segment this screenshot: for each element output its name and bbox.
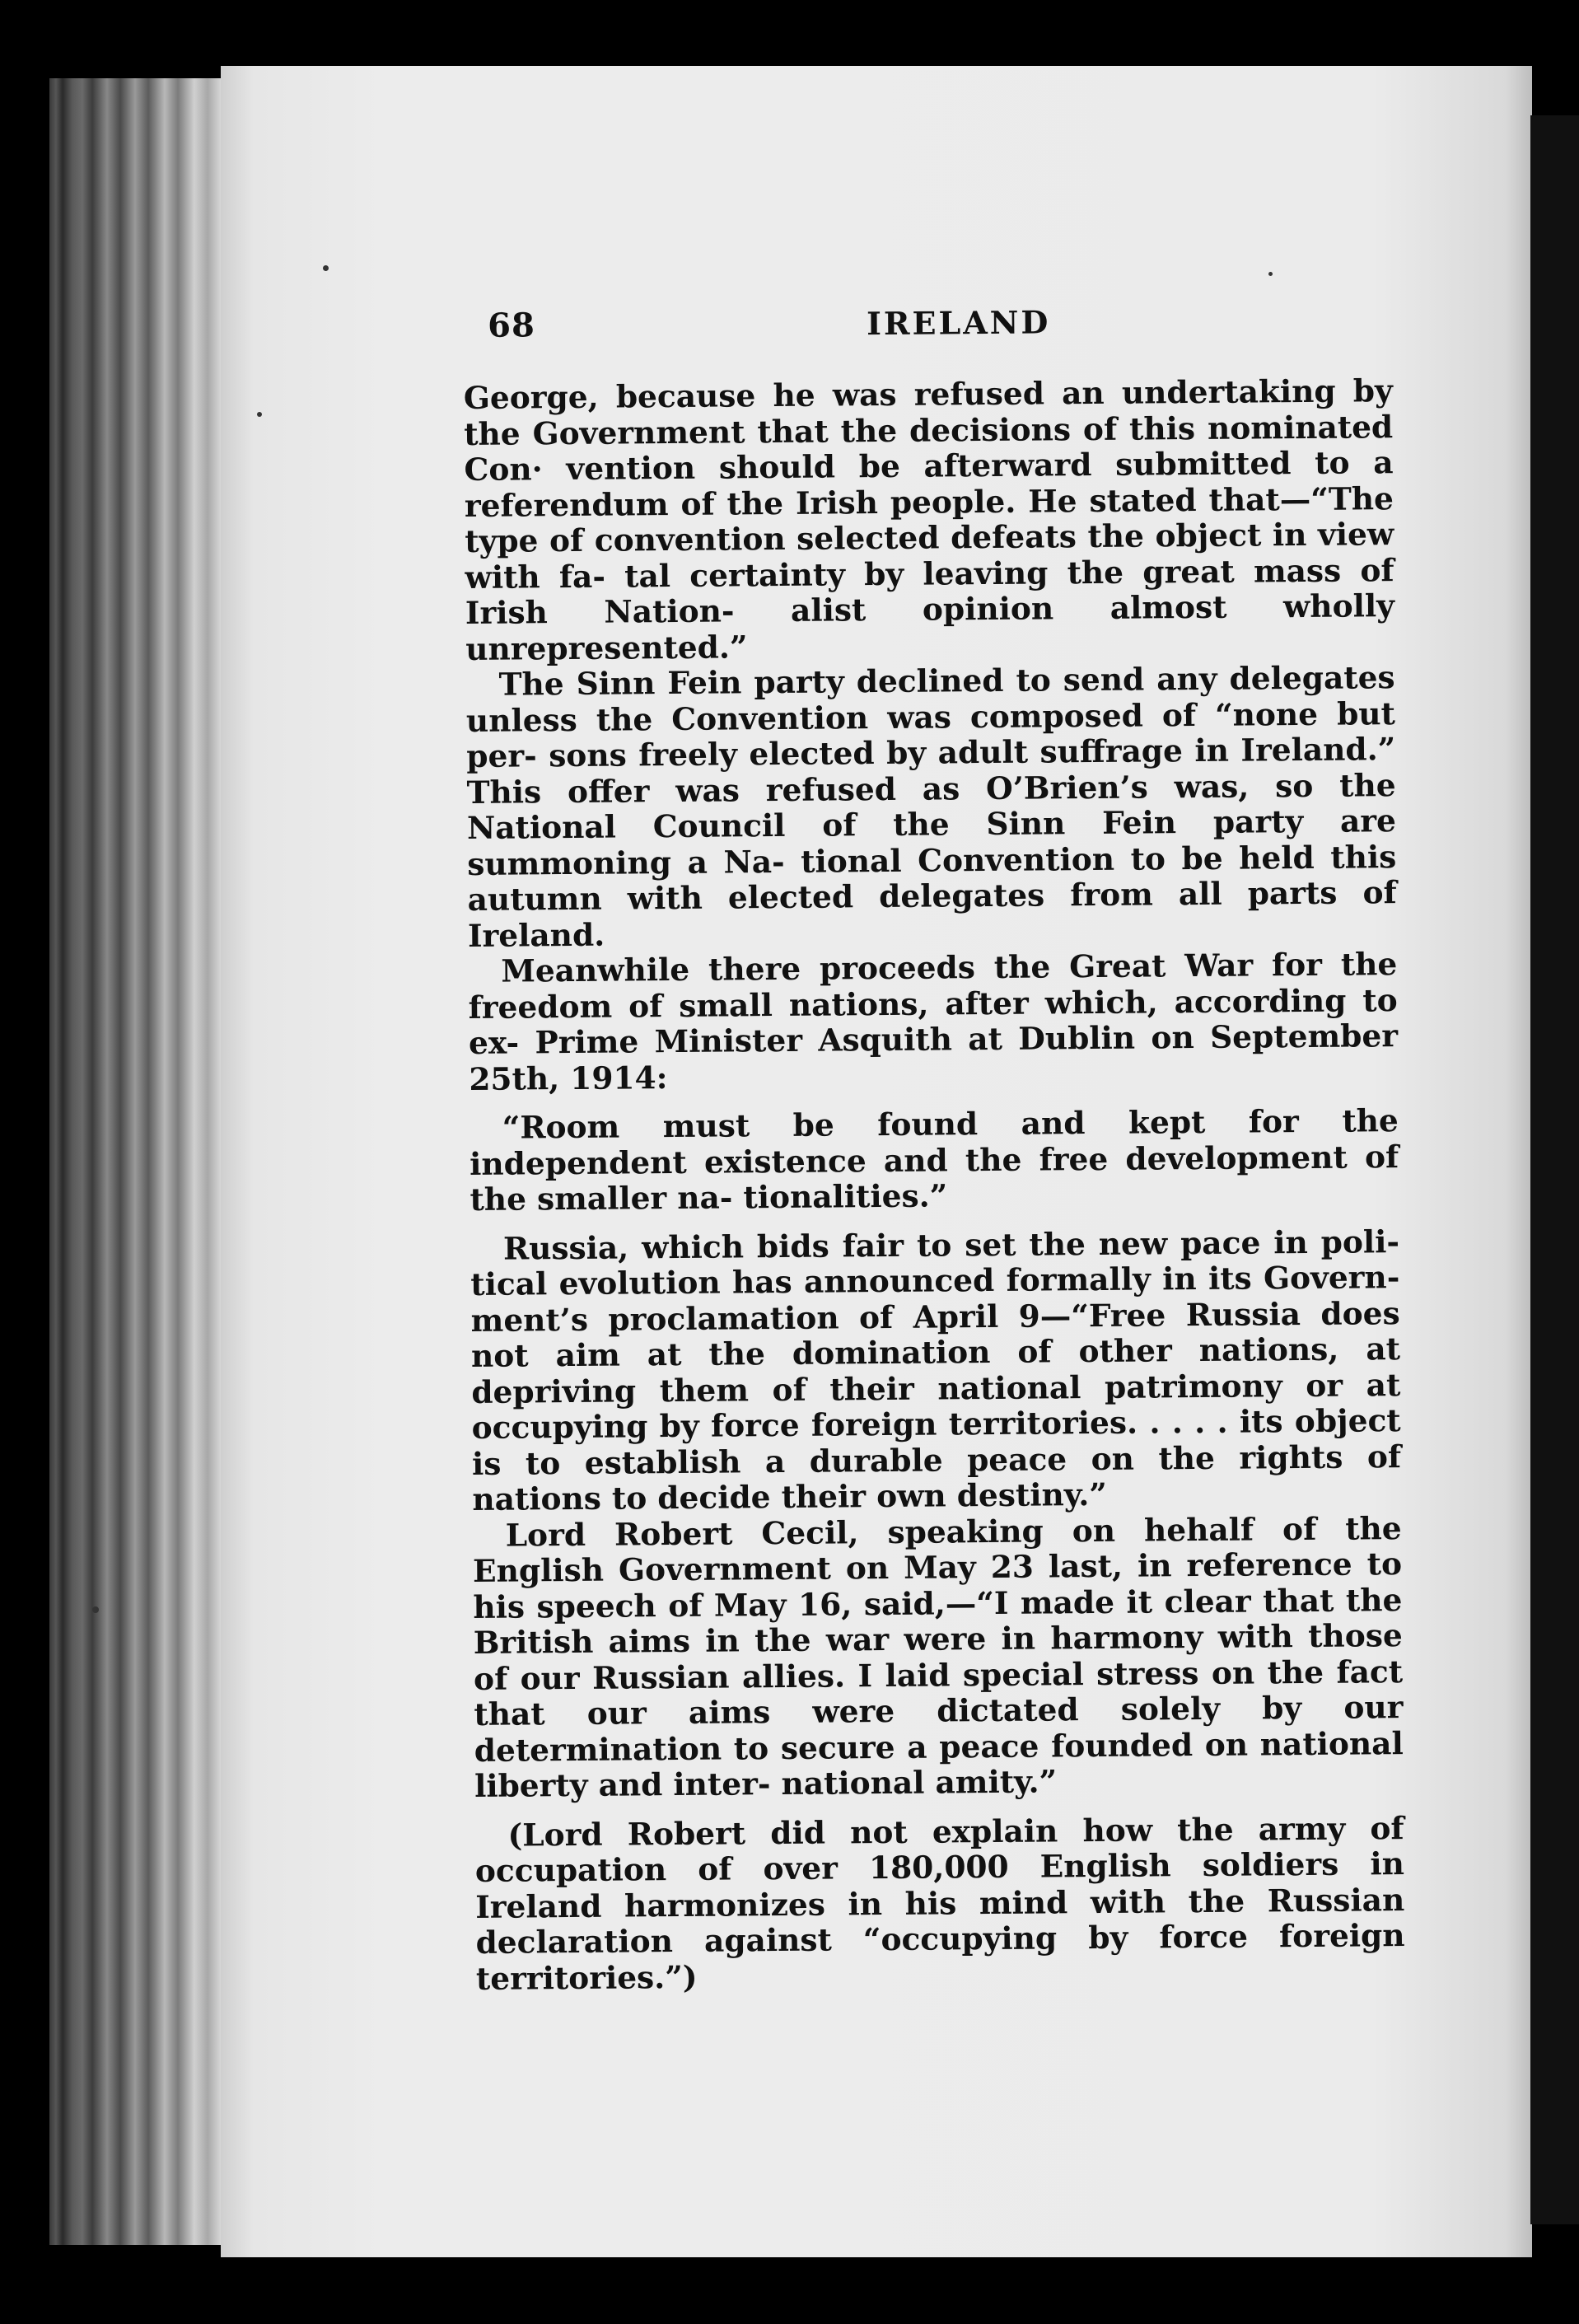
paragraph: The Sinn Fein party declined to send any delegates unless the Convention was composed of “none but per- sons freely elected by adult suffrage in Ireland.” This offer was refused as O’Brien’s was, so the National Council of the Sinn Fein party are summoning a Na- tional Convention to be held this autumn with elected delegates from all parts of Ireland. <box>465 659 1397 954</box>
paragraph: (Lord Robert did not explain how the army of occupation of over 180,000 English soldiers in Ireland harmonizes in his mind with the Russian declaration against “occupying by force foreign territories.”) <box>474 1809 1405 1997</box>
paragraph: George, because he was refused an undertaking by the Government that the decisions of this nominated Con· vention should be afterward submitted to a referendum of the Irish people. He stated that—“The type of convention selected defeats the object in view with fa- tal certainty by leaving the great mass of Irish Nation- alist opinion almost wholly unrepresented.” <box>463 372 1395 667</box>
paragraph: “Room must be found and kept for the independent existence and the free development of the smaller na- tionalities.” <box>469 1102 1399 1218</box>
paragraph: Meanwhile there proceeds the Great War for the freedom of small nations, after which, according to ex- Prime Minister Asquith at Dublin on September 25th, 1914: <box>468 946 1399 1097</box>
dust-speck <box>1268 272 1273 276</box>
page-header: IRELAND <box>867 303 1051 343</box>
book-page-edges <box>49 78 222 2245</box>
dust-speck <box>92 1606 99 1613</box>
page-content <box>463 299 1405 1997</box>
dust-speck <box>257 412 262 417</box>
running-head <box>463 299 1393 381</box>
paragraph: Lord Robert Cecil, speaking on hehalf of the English Government on May 23 last, in reference to his speech of May 16, said,—“I made it clear that the British aims in the war were in harmony with those of our Russian allies. I laid special stress on the fact that our aims were dictated solely by our determination to secure a peace founded on national liberty and inter- national amity.” <box>472 1509 1404 1804</box>
paragraph: Russia, which bids fair to set the new pace in poli- tical evolution has announced formally in its Govern- ment’s proclamation of April 9—“Free Russia does not aim at the domination of other nations, at depriving them of their national patrimony or at occupying by force foreign territories. . . . . its object is to establish a durable peace on the rights of nations to decide their own destiny.” <box>470 1223 1402 1517</box>
dust-speck <box>323 265 329 271</box>
right-shadow <box>1530 115 1579 2224</box>
page-number: 68 <box>487 306 536 345</box>
